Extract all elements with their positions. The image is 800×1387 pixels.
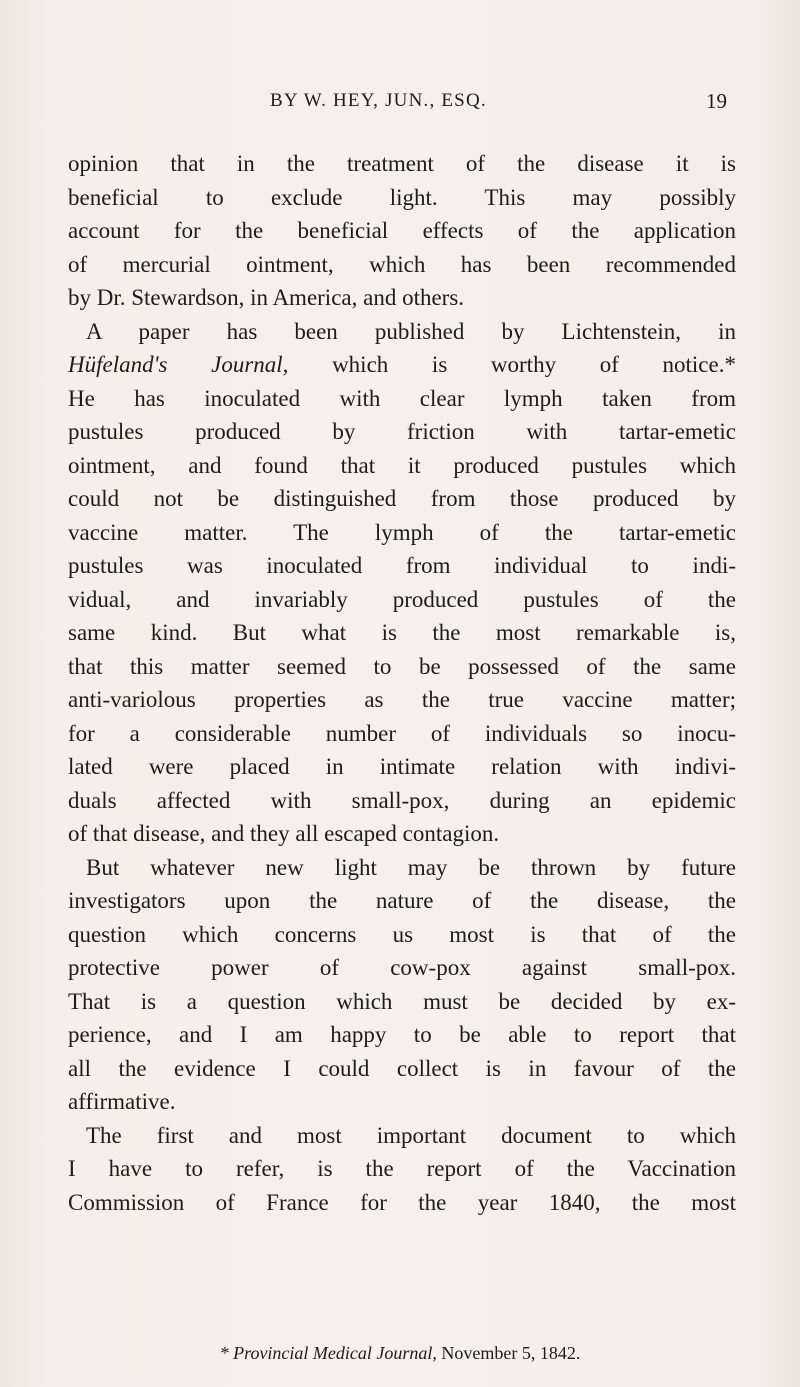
text-line: But whatever new light may be thrown by future xyxy=(86,854,736,880)
text-line: that this matter seemed to be possessed of the same xyxy=(68,653,736,679)
text-line: pustules was inoculated from individual to indi- xyxy=(68,553,736,578)
running-head: BY W. HEY, JUN., ESQ. xyxy=(270,90,487,111)
text-line: I have to refer, is the report of the Vaccination xyxy=(68,1156,736,1181)
text-line: anti-variolous properties as the true vaccine matter; xyxy=(68,687,736,712)
text-line: A paper has been published by Lichtenstein, in xyxy=(86,318,736,344)
text-line: question which concerns us most is that of the xyxy=(68,921,736,947)
page-number: 19 xyxy=(706,89,727,113)
text-line: The first and most important document to which xyxy=(86,1122,736,1148)
text-line: vaccine matter. The lymph of the tartar-emetic xyxy=(68,519,736,545)
body-text xyxy=(68,147,736,1219)
text-line: by Dr. Stewardson, in America, and others. xyxy=(68,285,465,310)
text-line: lated were placed in intimate relation with indivi- xyxy=(68,754,736,779)
text-line: investigators upon the nature of the disease, the xyxy=(68,888,736,913)
footnote-date: November 5, 1842. xyxy=(441,1343,581,1363)
text-line: could not be distinguished from those produced by xyxy=(68,486,736,511)
text-line: Commission of France for the year 1840, the most xyxy=(68,1189,736,1215)
text-line: all the evidence I could collect is in favour of the xyxy=(68,1055,736,1081)
text-line: same kind. But what is the most remarkable is, xyxy=(68,620,736,645)
text-line: perience, and I am happy to be able to report that xyxy=(68,1022,736,1047)
footnote-source-title: Provincial Medical Journal, xyxy=(233,1343,437,1363)
page-header xyxy=(0,90,800,118)
text-line: affirmative. xyxy=(68,1089,176,1114)
text-line: He has inoculated with clear lymph taken from xyxy=(68,385,736,411)
text-line: duals affected with small-pox, during an epidemic xyxy=(68,787,736,813)
text-line: vidual, and invariably produced pustules of the xyxy=(68,586,736,612)
text-line: ointment, and found that it produced pustules which xyxy=(68,452,736,478)
text-line: of mercurial ointment, which has been recommended xyxy=(68,251,736,277)
text-line: beneficial to exclude light. This may possibly xyxy=(68,184,736,210)
text-line: account for the beneficial effects of the application xyxy=(68,218,736,243)
footnote-mark: * xyxy=(219,1343,229,1363)
text-line: That is a question which must be decided by ex- xyxy=(68,988,736,1014)
text-line: protective power of cow-pox against small-pox. xyxy=(68,955,736,980)
footnote xyxy=(0,1343,800,1364)
text-line: pustules produced by friction with tartar-emetic xyxy=(68,419,736,444)
italic-text: Hüfeland's Journal, xyxy=(68,352,289,377)
text-line: opinion that in the treatment of the disease it is xyxy=(68,151,736,176)
text-line: for a considerable number of individuals so inocu- xyxy=(68,720,736,746)
text-line-rich: Hüfeland's Journal, which is worthy of notice.* xyxy=(68,352,736,377)
text-line: of that disease, and they all escaped contagion. xyxy=(68,821,500,846)
